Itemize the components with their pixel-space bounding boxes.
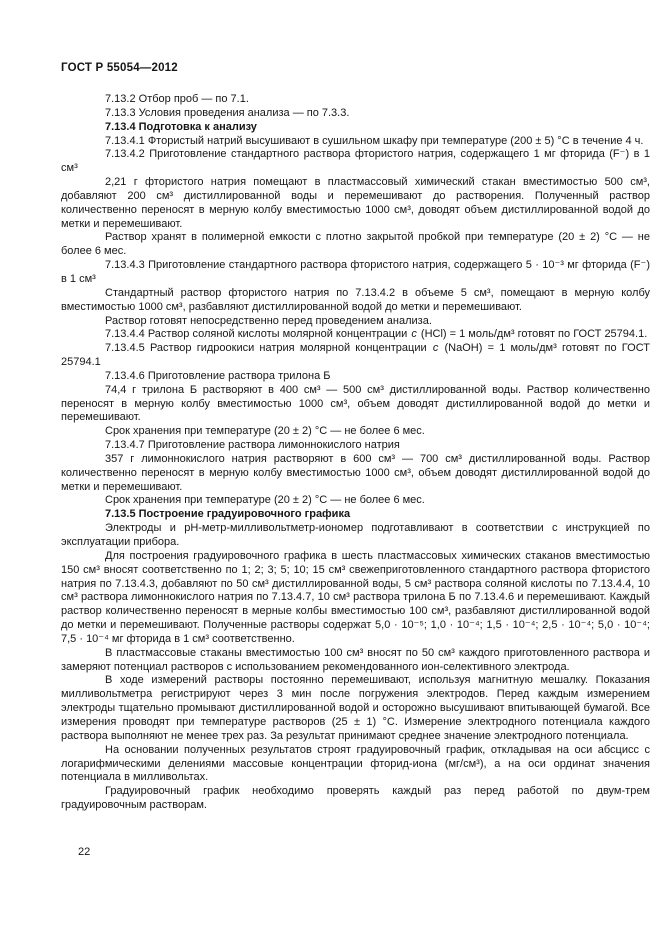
paragraph: 2,21 г фтористого натрия помещают в пластмассовый химический стакан вместимостью 500 см³, добавляют 200 см³ дистиллированной воды и перемешивают до растворения. Полученный раствор количественно переносят в мерную колбу вместимостью 1000 см³, доводят объем дистиллированной водой до метки и перемешивают. <box>61 176 650 230</box>
paragraph: 7.13.2 Отбор проб — по 7.1. <box>105 93 249 105</box>
paragraph: 7.13.4.7 Приготовление раствора лимоннокислого натрия <box>105 439 400 452</box>
paragraph: Градуировочный график необходимо проверять каждый раз перед работой по двум-трем градуировочным растворам. <box>61 785 650 812</box>
paragraph: 7.13.4.3 Приготовление стандартного раствора фтористого натрия, содержащего 5 · 10⁻³ мг фторида (F⁻) в 1 см³ <box>61 259 650 285</box>
page-number: 22 <box>78 846 91 858</box>
paragraph: Раствор хранят в полимерной емкости с плотно закрытой пробкой при температуре (20 ± 2) °С — не более 6 мес. <box>61 231 650 258</box>
paragraph: 7.13.4.2 Приготовление стандартного раствора фтористого натрия, содержащего 1 мг фторида (F⁻) в 1 см³ <box>61 148 650 175</box>
paragraph: 7.13.4.6 Приготовление раствора трилона Б <box>105 369 331 382</box>
paragraph: Срок хранения при температуре (20 ± 2) °С — не более 6 мес. <box>105 425 425 438</box>
section-heading: 7.13.5 Построение градуировочного графика <box>105 508 351 521</box>
document-header-standard-designation: ГОСТ Р 55054—2012 <box>61 62 178 74</box>
paragraph: 7.13.4.1 Фтористый натрий высушивают в сушильном шкафу при температуре (200 ± 5) °С в течение 4 ч. <box>105 134 644 147</box>
paragraph: Стандартный раствор фтористого натрия по 7.13.4.2 в объеме 5 см³, помещают в мерную колбу вместимостью 1000 см³, разбавляют дистиллированной водой до метки и перемешивают. <box>61 286 650 313</box>
section-heading: 7.13.4 Подготовка к анализу <box>105 120 257 133</box>
paragraph: Раствор готовят непосредственно перед проведением анализа. <box>105 314 432 327</box>
paragraph: 357 г лимоннокислого натрия растворяют в 600 см³ — 700 см³ дистиллированной воды. Раствор количественно переносят в мерную колбу вместимостью 1000 см³, объем доводят дистиллированной водой до метки и перемешивают. <box>61 452 650 493</box>
document-body <box>61 93 650 813</box>
paragraph: 7.13.3 Условия проведения анализа — по 7.3.3. <box>105 106 350 119</box>
paragraph: На основании полученных результатов строят градуировочный график, откладывая на оси абсцисс с логарифмическими делениями массовые концентрации фторид-иона (мг/см³), а на оси ординат значения потенциала в милливольтах. <box>61 743 650 784</box>
paragraph: 74,4 г трилона Б растворяют в 400 см³ — 500 см³ дистиллированной воды. Раствор количественно переносят в мерную колбу вместимостью 1000 см³, объем доводят дистиллированной водой до метки и перемешивают. <box>61 383 650 424</box>
paragraph: В пластмассовые стаканы вместимостью 100 см³ вносят по 50 см³ каждого приготовленного раствора и замеряют потенциал растворов с использованием рекомендованного ион-селективного электрода. <box>61 646 650 673</box>
variable-symbol: c <box>432 342 439 355</box>
variable-symbol: c <box>411 328 417 341</box>
paragraph: 7.13.4.4 Раствор соляной кислоты молярной концентрации c (HCl) = 1 моль/дм³ готовят по ГОСТ 25794.1. <box>105 328 648 341</box>
paragraph: В ходе измерений растворы постоянно перемешивают, используя магнитную мешалку. Показания милливольтметра регистрируют через 3 мин после погружения электродов. Перед каждым измерением электроды тщательно промывают дистиллированной водой и осторожно высушивают впитывающей бумагой. Все измерения проводят при температуре растворов (25 ± 1) °С. Измерение электродного потенциала каждого раствора выполняют не менее трех раз. За результат принимают среднее значение электродного потенциала. <box>61 674 650 742</box>
paragraph: Для построения градуировочного графика в шесть пластмассовых химических стаканов вместимостью 150 см³ вносят соответственно по 1; 2; 3; 5; 10; 15 см³ свежеприготовленного стандартного раствора фтористого натрия по 7.13.4.3, добавляют по 50 см³ дистиллированной воды, 5 см³ раствора соляной кислоты по 7.13.4.4, 10 см³ раствора лимоннокислого натрия по 7.13.4.7, 10 см³ раствора трилона Б по 7.13.4.6 и перемешивают. Каждый раствор количественно переносят в мерные колбы вместимостью 100 см³, разбавляют дистиллированной водой до метки и перемешивают. Полученные растворы содержат 5,0 · 10⁻⁵; 1,0 · 10⁻⁴; 1,5 · 10⁻⁴; 2,5 · 10⁻⁴; 5,0 · 10⁻⁴; 7,5 · 10⁻⁴ мг фторида в 1 см³ соответственно. <box>61 549 650 645</box>
paragraph: 7.13.4.5 Раствор гидроокиси натрия молярной концентрации c (NaOH) = 1 моль/дм³ готовят по ГОСТ 25794.1 <box>61 342 650 369</box>
paragraph: Срок хранения при температуре (20 ± 2) °С — не более 6 мес. <box>105 494 425 507</box>
paragraph: Электроды и рН-метр-милливольтметр-иономер подготавливают в соответствии с инструкцией по эксплуатации прибора. <box>61 522 650 548</box>
